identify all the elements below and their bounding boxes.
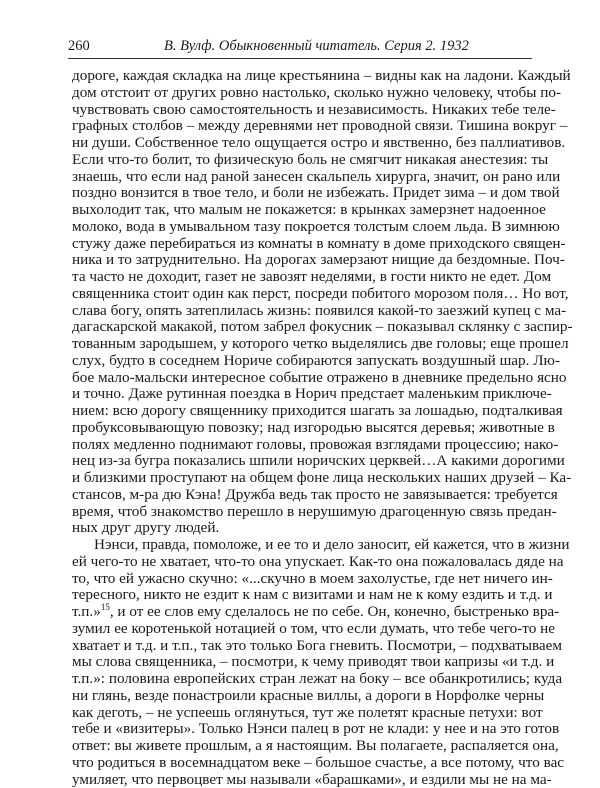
running-header: [68, 38, 532, 58]
text-line: стансов, м-ра дю Кэна! Дружба ведь так просто не завязывается: требуется: [72, 487, 532, 504]
header-rule: [68, 58, 532, 59]
text-line-with-footnote: [72, 604, 532, 621]
text-line: графных столбов – между деревнями нет проводной связи. Тишина вокруг –: [72, 118, 532, 135]
text-line: ответ: вы живете прошлым, а я настоящим. Вы полагаете, распаляется она,: [72, 738, 532, 755]
text-line: Если что-то болит, то физическую боль не смягчит никакая анестезия: ты: [72, 152, 532, 169]
text-line: слава богу, опять затеплилась жизнь: появился какой-то заезжий купец с ма-: [72, 303, 532, 320]
text-line: выхолодит так, что малым не покажется: в крынках замерзнет надоенное: [72, 202, 532, 219]
text-line: священника стоит один как перст, посреди побитого морозом поля… Но вот,: [72, 286, 532, 303]
text-line: пробуксовывающую повозку; над изгородью высятся деревья; животные в: [72, 420, 532, 437]
text-line: дороге, каждая складка на лице крестьянина – видны как на ладони. Каждый: [72, 68, 532, 85]
text-line: как деготь, – не успеешь оглянуться, тут же полетят красные петухи: вот: [72, 705, 532, 722]
text-line: чувствовать свою самостоятельность и независимость. Никаких тебе теле-: [72, 102, 532, 119]
footnote-reference: 15: [101, 602, 110, 612]
text-line: и близкими проступают на общем фоне лица нескольких наших друзей – Ка-: [72, 470, 532, 487]
paragraph-start-line: Нэнси, правда, помоложе, и ее то и дело заносит, ей кажется, что в жизни: [72, 537, 532, 554]
text-line: хватает и т.д. и т.п., так это только Бога гневить. Посмотри, – подхватываем: [72, 638, 532, 655]
text-line: та часто не доходит, газет не завозят неделями, в гости никто не едет. Дом: [72, 269, 532, 286]
text-line: нец из-за бугра показались шпили норичских церквей…А какими дорогими: [72, 453, 532, 470]
text-line: дом отстоит от других ровно настолько, сколько нужно человеку, чтобы по-: [72, 85, 532, 102]
page-number: 260: [68, 38, 90, 55]
text-line: ника и то затруднительно. На дорогах замерзают нищие да бездомные. Поч-: [72, 252, 532, 269]
text-line: ни глянь, везде понастроили красные виллы, а дороги в Норфолке черны: [72, 688, 532, 705]
text-line: то, что ей ужасно скучно: «...скучно в моем захолустье, где нет ничего ин-: [72, 571, 532, 588]
text-line: нием: всю дорогу священнику приходится шагать за лошадью, подталкивая: [72, 403, 532, 420]
text-line: знаешь, что если над раной занесен скальпель хирурга, значит, он рано или: [72, 169, 532, 186]
text-line: поздно вонзится в твое тело, и боли не избежать. Придет зима – и дом твой: [72, 185, 532, 202]
text-line: тересного, никто не ездит к нам с визитами и нам не к кому ездить и т.д. и: [72, 587, 532, 604]
text-line: слух, будто в соседнем Нориче собираются запускать воздушный шар. Лю-: [72, 353, 532, 370]
text-line: бое мало-мальски интересное событие отражено в дневнике предельно ясно: [72, 370, 532, 387]
text-line: умиляет, что первоцвет мы называли «барашками», и ездили мы не на ма-: [72, 772, 532, 788]
text-line: дагаскарской макакой, потом забрел фокусник – показывал склянку с заспир-: [72, 319, 532, 336]
text-line: зумил ее коротенькой нотацией о том, что если думать, что тебе чего-то не: [72, 621, 532, 638]
body-text: [72, 68, 532, 788]
text-line: и точно. Даже рутинная поездка в Норич предстает маленьким приключе-: [72, 386, 532, 403]
text-line: тованным зародышем, у которого четко выделялись две головы; еще прошел: [72, 336, 532, 353]
text-line: ни души. Собственное тело ощущается остро и явственно, без паллиативов.: [72, 135, 532, 152]
text-line: тебе и «визитеры». Только Нэнси палец в рот не клади: у нее и на это готов: [72, 721, 532, 738]
text-line: стужу даже перебираться из комнаты в комнату в доме приходского священ-: [72, 236, 532, 253]
text-line: т.п.»: половина европейских стран лежат на боку – все обанкротились; куда: [72, 671, 532, 688]
text-line: молоко, вода в умывальном тазу покроется толстым слоем льда. В зимнюю: [72, 219, 532, 236]
text-line: ных друг другу людей.: [72, 520, 532, 537]
running-title: В. Вулф. Обыкновенный читатель. Серия 2. 1932: [164, 38, 469, 55]
text-line: время, чтоб знакомство перешло в нерушимую драгоценную связь предан-: [72, 504, 532, 521]
text-line: мы слова священника, – посмотри, к чему приводят твои капризы «и т.д. и: [72, 654, 532, 671]
text-line: ей чего-то не хватает, что-то она упускает. Как-то она пожаловалась дяде на: [72, 554, 532, 571]
text-fragment: т.п.»: [72, 603, 101, 620]
text-line: полях медленно поднимают головы, провожая взглядами процессию; нако-: [72, 437, 532, 454]
text-fragment: , и от ее слов ему сделалось не по себе. Он, конечно, быстренько вра-: [110, 603, 559, 620]
text-line: что родиться в восемнадцатом веке – большое счастье, а все потому, что вас: [72, 755, 532, 772]
